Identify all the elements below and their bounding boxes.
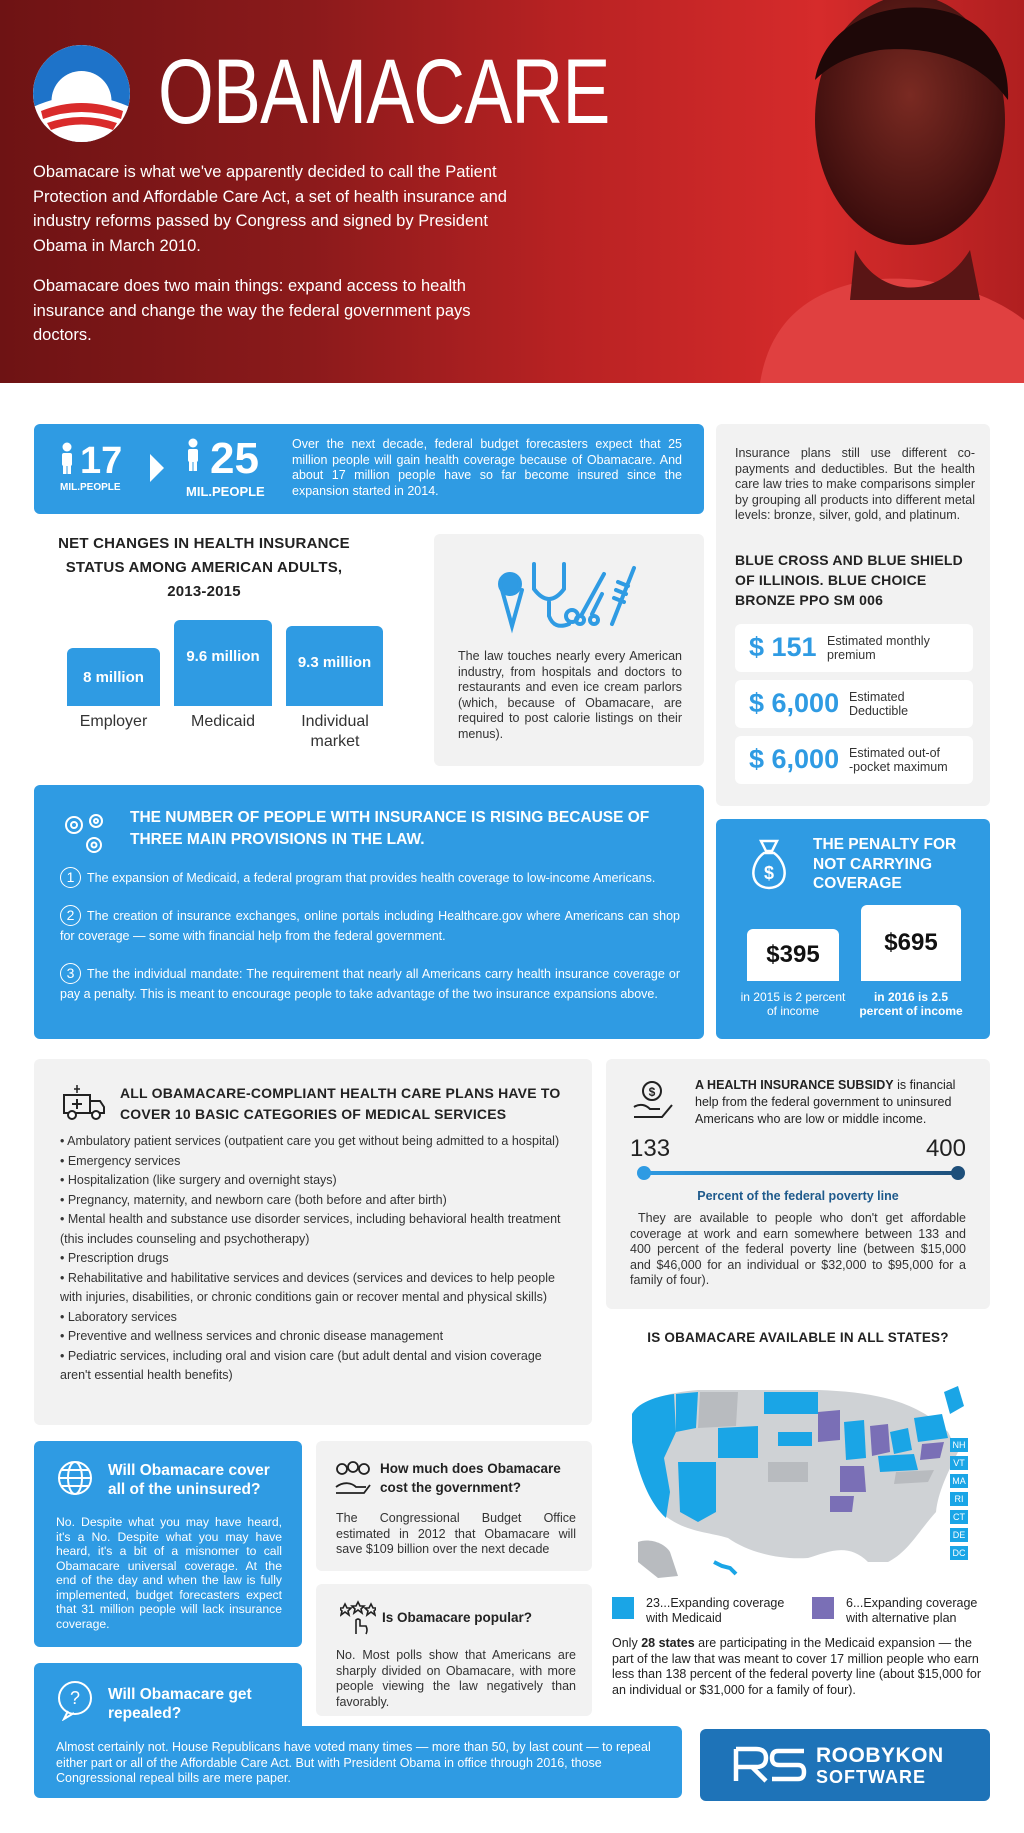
categories-list	[60, 1132, 572, 1386]
person-icon	[186, 438, 200, 472]
industry-text: The law touches nearly every American industry, from hospitals and doctors to restaurants and even ice cream parlors (which, because of Obamacare, are required to post calorie listings on their menus).	[458, 649, 682, 741]
legend-swatch-alternative	[812, 1597, 834, 1619]
subsidy-box	[606, 1059, 990, 1309]
faq-popular-question: Is Obamacare popular?	[382, 1610, 533, 1625]
list-item: • Prescription drugs	[60, 1251, 169, 1265]
subsidy-low-value: 133	[630, 1135, 671, 1162]
bar-label-employer: Employer	[79, 713, 148, 730]
categories-box	[34, 1059, 592, 1425]
net-changes-title: NET CHANGES IN HEALTH INSURANCE STATUS AMONG AMERICAN ADULTS, 2013-2015	[58, 535, 350, 600]
svg-text:$: $	[648, 1085, 656, 1099]
categories-title: ALL OBAMACARE-COMPLIANT HEALTH CARE PLANS HAVE TO COVER 10 BASIC CATEGORIES OF MEDICAL SERVICES	[120, 1085, 561, 1122]
bar-medicaid: 9.6 million	[174, 620, 272, 706]
faq-popular-answer: No. Most polls show that Americans are sharply divided on Obamacare, with more people viewing the law negatively than favorably.	[336, 1648, 576, 1709]
metal-plans-box	[716, 424, 990, 806]
provision-2: 2 The creation of insurance exchanges, online portals including Healthcare.gov where Americans can shop for coverage — some with financial help from the federal government.	[60, 907, 680, 943]
subsidy-scale-label: Percent of the federal poverty line	[697, 1189, 899, 1203]
state-label: MA	[950, 1474, 968, 1488]
stars-hand-icon	[340, 1600, 376, 1636]
stat-from-unit: MIL.PEOPLE	[60, 482, 121, 493]
map-title: IS OBAMACARE AVAILABLE IN ALL STATES?	[647, 1330, 949, 1345]
penalty-2015-amount: $395	[747, 929, 839, 981]
map-note: Only 28 states are participating in the Medicaid expansion — the part of the law that was meant to cover 17 million people who earn less than 138 percent of the federal poverty line (about $15,000 for an individual or $31,000 for a family of four).	[612, 1636, 981, 1697]
state-label: DC	[950, 1546, 968, 1560]
bar-employer: 8 million	[67, 648, 160, 706]
penalty-title: THE PENALTY FOR NOT CARRYING COVERAGE	[813, 836, 957, 892]
faq-uninsured-box	[34, 1441, 302, 1647]
state-label: RI	[950, 1492, 968, 1506]
penalty-box	[716, 819, 990, 1039]
svg-text:?: ?	[69, 1688, 81, 1708]
us-states-map	[618, 1362, 978, 1592]
faq-repealed-box	[34, 1726, 682, 1798]
list-item: • Rehabilitative and habilitative services and devices (services and devices to help people with injuries, disabilities, or chronic conditions gain or recover mental and physical skills)	[60, 1270, 555, 1304]
state-label: NH	[950, 1438, 968, 1452]
penalty-2016-amount: $695	[861, 905, 961, 981]
coverage-stats-box	[34, 424, 704, 514]
coins-hand-icon	[334, 1461, 372, 1495]
legend-label-alternative: 6...Expanding coverage with alternative plan	[846, 1596, 978, 1625]
plan-premium: $ 151 Estimated monthly premium	[735, 624, 973, 672]
stat-to-number: 25	[210, 434, 259, 483]
legend-label-medicaid: 23...Expanding coverage with Medicaid	[646, 1596, 785, 1625]
plan-deductible: $ 6,000 Estimated Deductible	[735, 680, 973, 728]
industry-box	[434, 534, 704, 766]
list-item: • Ambulatory patient services (outpatient care you get without being admitted to a hospital)	[60, 1134, 560, 1148]
provisions-title: THE NUMBER OF PEOPLE WITH INSURANCE IS RISING BECAUSE OF THREE MAIN PROVISIONS IN THE LAW.	[130, 809, 650, 848]
faq-repealed-answer: Almost certainly not. House Republicans have voted many times — more than 50, by last count — to repeal either part or all of the Affordable Care Act. But with President Obama in office through 2016, those Congressional repeal bills are mere paper.	[56, 1740, 651, 1785]
subsidy-high-value: 400	[925, 1135, 966, 1162]
page-title: OBAMACARE	[158, 41, 610, 143]
list-item: • Mental health and substance use disorder services, including behavioral health treatment (this includes counseling and psychotherapy)	[60, 1212, 561, 1246]
question-bubble-icon	[56, 1679, 94, 1721]
person-icon	[60, 442, 74, 474]
provision-1: 1 The expansion of Medicaid, a federal program that provides health coverage to low-income Americans.	[60, 867, 680, 888]
list-item: • Pediatric services, including oral and vision care (but adult dental and vision coverage aren't essential health benefits)	[60, 1348, 542, 1382]
state-label: VT	[950, 1456, 968, 1470]
bar-label-medicaid: Medicaid	[190, 713, 256, 730]
intro-paragraph-1: Obamacare is what we've apparently decided to call the Patient Protection and Affordable Care Act, a set of health insurance and industry reforms passed by Congress and signed by President Obama in March 2010.	[33, 163, 507, 255]
faq-popular-box	[316, 1584, 592, 1716]
faq-repealed-header	[34, 1663, 302, 1727]
plans-intro: Insurance plans still use different co-payments and deductibles. But the health care law tries to make comparisons simpler by grouping all products into different metal levels: bronze, silver, gold, and platinum.	[735, 446, 975, 522]
brand-subtitle: SOFTWARE	[816, 1767, 926, 1787]
provisions-box	[34, 785, 704, 1039]
gears-icon	[60, 809, 110, 857]
subsidy-text: They are available to people who don't get affordable coverage at work and earn somewhere between 133 and 400 percent of the federal poverty line (between $15,000 and $46,000 for an individual or $32,000 to $95,000 for a family of four).	[630, 1211, 966, 1287]
obama-logo	[33, 45, 130, 142]
brand-name: ROOBYKON	[816, 1744, 944, 1767]
plan-name: BLUE CROSS AND BLUE SHIELD OF ILLINOIS. BLUE CHOICE BRONZE PPO SM 006	[735, 552, 963, 608]
hand-coin-icon	[630, 1077, 674, 1121]
state-label: DE	[950, 1528, 968, 1542]
provision-3: 3 The the individual mandate: The requirement that nearly all Americans carry health insurance coverage or pay a penalty. This is meant to encourage people to take advantage of the two insurance expansions above.	[60, 965, 680, 1001]
svg-text:$: $	[763, 863, 775, 883]
arrow-right-icon	[150, 454, 164, 482]
portrait-image	[640, 0, 1024, 383]
intro-paragraph-2: Obamacare does two main things: expand access to health insurance and change the way the federal government pays doctors.	[33, 277, 471, 344]
header-banner	[0, 0, 1024, 383]
list-item: • Pregnancy, maternity, and newborn care (both before and after birth)	[60, 1192, 447, 1207]
faq-uninsured-question: Will Obamacare cover all of the uninsured?	[108, 1462, 270, 1498]
medical-tools-icon	[494, 554, 644, 634]
faq-uninsured-answer: No. Despite what you may have heard, it's a No. Despite what you may have heard, it's a bit of a misnomer to call Obamacare universal coverage. At the end of the day and when the law is fully implemented, budget forecasters expect that 31 million people will lack insurance coverage.	[56, 1515, 282, 1631]
penalty-2016-label: in 2016 is 2.5 percent of income	[859, 990, 963, 1018]
legend-swatch-medicaid	[612, 1597, 634, 1619]
subsidy-definition: A HEALTH INSURANCE SUBSIDY is financial help from the federal government to uninsured Americans who are low or middle income.	[695, 1078, 956, 1126]
poverty-scale-bar	[636, 1165, 966, 1181]
faq-repealed-question: Will Obamacare get repealed?	[108, 1686, 252, 1722]
stat-description: Over the next decade, federal budget forecasters expect that 25 million people will gain health coverage because of Obamacare. And about 17 million people have so far become insured since the expansion started in 2014.	[292, 437, 682, 498]
globe-icon	[56, 1459, 94, 1497]
stat-from-number: 17	[80, 440, 123, 482]
penalty-2015-label: in 2015 is 2 percent of income	[740, 990, 846, 1018]
list-item: • Preventive and wellness services and chronic disease management	[60, 1329, 444, 1343]
bar-label-individual: Individual market	[301, 713, 369, 750]
ambulance-icon	[62, 1081, 106, 1121]
plan-out-of-pocket: $ 6,000 Estimated out-of -pocket maximum	[735, 736, 973, 784]
faq-cost-box	[316, 1441, 592, 1571]
roobykon-logo-icon	[732, 1745, 808, 1785]
state-label: CT	[950, 1510, 968, 1524]
list-item: • Hospitalization (like surgery and overnight stays)	[60, 1173, 337, 1187]
faq-cost-question: How much does Obamacare cost the government?	[380, 1461, 561, 1495]
list-item: • Emergency services	[60, 1153, 181, 1168]
list-item: • Laboratory services	[60, 1309, 177, 1324]
stat-to-unit: MIL.PEOPLE	[186, 484, 265, 499]
brand-footer	[700, 1729, 990, 1801]
bar-individual-market: 9.3 million	[286, 626, 383, 706]
money-bag-icon	[746, 837, 792, 891]
small-states-labels	[950, 1438, 968, 1564]
faq-cost-answer: The Congressional Budget Office estimated in 2012 that Obamacare will save $109 billion over the next decade	[336, 1511, 576, 1556]
